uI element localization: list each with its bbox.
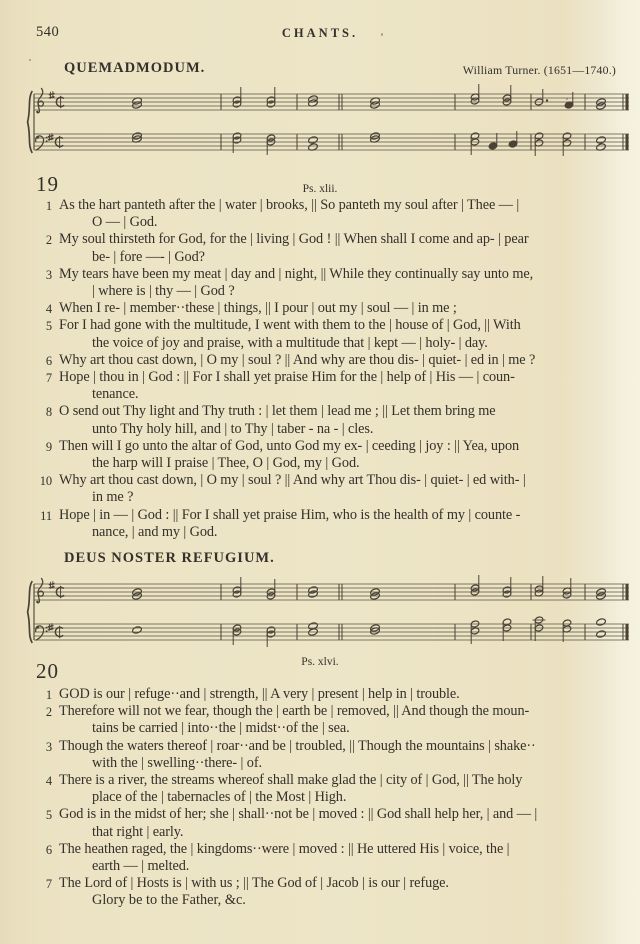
verse-line: Why art thou cast down, | O my | soul ? || And why are thou dis- | quiet- | ed in | me ? <box>59 351 536 368</box>
verse-number: 1 <box>45 688 52 702</box>
verse-line-continuation: tains be carried | into··the | midst··of the | sea. <box>92 720 350 737</box>
verse-line: For I had gone with the multitude, I went with them to the | house of | God, || With <box>59 317 521 334</box>
verse-line: There is a river, the streams whereof shall make glad the | city of | God, || The holy <box>59 772 523 789</box>
verse-line-continuation: O — | God. <box>92 214 158 231</box>
verse-line: The Lord of | Hosts is | with us ; || The God of | Jacob | is our | refuge. <box>59 875 449 892</box>
verse-line-continuation: earth — | melted. <box>92 858 190 875</box>
verse <box>0 369 640 403</box>
verse <box>0 403 640 437</box>
verse <box>0 806 640 840</box>
verse-line: My soul thirsteth for God, for the | living | God ! || When shall I come and ap- | pear <box>59 231 529 248</box>
verse-line-continuation: unto Thy holy hill, and | to Thy | taber - na - | cles. <box>92 420 374 437</box>
verse <box>0 266 640 300</box>
chant-number-19: 19 <box>36 172 59 196</box>
verse-number: 4 <box>45 302 52 317</box>
verse-line-continuation: be- | fore —- | God? <box>92 248 205 265</box>
verse-line-continuation: the voice of joy and praise, with a multitude that | kept — | holy- | day. <box>92 334 488 351</box>
verse <box>0 438 640 472</box>
verse-number: 10 <box>39 474 52 489</box>
verse-number: 7 <box>45 371 52 386</box>
verse-line-continuation: place of the | tabernacles of | the Most | High. <box>92 789 347 806</box>
verse-line: Why art thou cast down, | O my | soul ? || And why art Thou dis- | quiet- | ed with- | <box>59 472 526 489</box>
verse <box>0 507 640 541</box>
verse-line: Hope | thou in | God : || For I shall yet praise Him for the | help of | His — | coun- <box>59 369 515 386</box>
chant2-verses <box>0 686 640 910</box>
notes <box>132 84 607 156</box>
verse <box>0 300 640 317</box>
verse-number: 2 <box>45 705 52 720</box>
verse <box>0 231 640 265</box>
verse-number: 9 <box>45 439 52 454</box>
doxology-line: Glory be to the Father, &c. <box>92 892 246 909</box>
verse-number: 4 <box>45 774 52 789</box>
psalm-reference-1: Ps. xlii. <box>302 183 338 195</box>
verse-number: 5 <box>45 808 52 823</box>
verse-line: Then will I go unto the altar of God, unto God my ex- | ceeding | joy : || Yea, upon <box>59 437 520 454</box>
verse-line: Though the waters thereof | roar··and be | troubled, || Though the mountains | shake·· <box>59 737 536 754</box>
verse-number: 8 <box>45 405 52 420</box>
verse-number: 1 <box>45 199 52 213</box>
verse-line-continuation: nance, | and my | God. <box>92 523 218 540</box>
verse <box>0 472 640 506</box>
chant-number-20: 20 <box>36 659 59 683</box>
page-number: 540 <box>36 24 60 40</box>
verse-line: As the hart panteth after the | water | brooks, || So panteth my soul after | Thee — | <box>59 197 520 213</box>
verse-number: 2 <box>45 233 52 248</box>
chant1-verses <box>0 197 640 541</box>
staff-lines <box>34 94 629 150</box>
verse-line: The heathen raged, the | kingdoms··were | moved : || He uttered His | voice, the | <box>59 840 510 857</box>
verse-line-continuation: that right | early. <box>92 823 184 840</box>
verse-line: GOD is our | refuge··and | strength, || A very | present | help in | trouble. <box>59 686 460 702</box>
verse-number: 11 <box>40 508 52 523</box>
verse-line-continuation: | where is | thy — | God ? <box>92 283 235 300</box>
composer-attribution: William Turner. (1651—1740.) <box>462 63 616 77</box>
verse-line: Hope | in — | God : || For I shall yet praise Him, who is the health of my | counte - <box>59 506 521 523</box>
ink-speck <box>29 59 31 61</box>
verse-number: 6 <box>45 353 52 368</box>
verse-number: 3 <box>45 739 52 754</box>
ink-speck <box>381 33 383 36</box>
music-system-1 <box>25 86 637 164</box>
verse-number: 3 <box>45 267 52 282</box>
verse-line: O send out Thy light and Thy truth : | let them | lead me ; || Let them bring me <box>59 403 496 420</box>
verse-number: 7 <box>45 877 52 892</box>
brace-icon <box>28 91 33 153</box>
chant-title-deus-noster-refugium: DEUS NOSTER REFUGIUM. <box>64 550 275 566</box>
verse <box>0 317 640 351</box>
verse-line-continuation: tenance. <box>92 386 139 403</box>
verse <box>0 352 640 369</box>
treble-clef-icon <box>36 578 43 603</box>
brace-icon <box>28 581 33 643</box>
verse <box>0 772 640 806</box>
chant-title-quemadmodum: QUEMADMODUM. <box>64 60 206 76</box>
verse-number: 5 <box>45 319 52 334</box>
verse-line: God is in the midst of her; she | shall··not be | moved : || God shall help her, | and — | <box>59 806 538 823</box>
verse <box>0 703 640 737</box>
verse-line: When I re- | member··these | things, || I pour | out my | soul — | in me ; <box>59 300 457 317</box>
verse-line-continuation: the harp will I praise | Thee, O | God, my | God. <box>92 455 360 472</box>
verse-number: 6 <box>45 842 52 857</box>
verse-line-continuation: in me ? <box>92 489 134 506</box>
ink-speck <box>566 98 568 100</box>
verse <box>0 875 640 892</box>
verse-line: My tears have been my meat | day and | night, || While they continually say unto me, <box>59 265 534 282</box>
verse <box>0 686 640 703</box>
music-system-2 <box>25 576 637 654</box>
verse-line-continuation: with the | swelling··there- | of. <box>92 754 262 771</box>
psalm-reference-2: Ps. xlvi. <box>301 656 339 668</box>
verse <box>0 841 640 875</box>
verse-line: Therefore will not we fear, though the | earth be | removed, || And though the moun- <box>59 703 530 720</box>
verse <box>0 197 640 231</box>
treble-clef-icon <box>36 88 43 113</box>
verse <box>0 738 640 772</box>
sharp-icon <box>49 91 55 99</box>
running-header: CHANTS. <box>281 26 359 40</box>
